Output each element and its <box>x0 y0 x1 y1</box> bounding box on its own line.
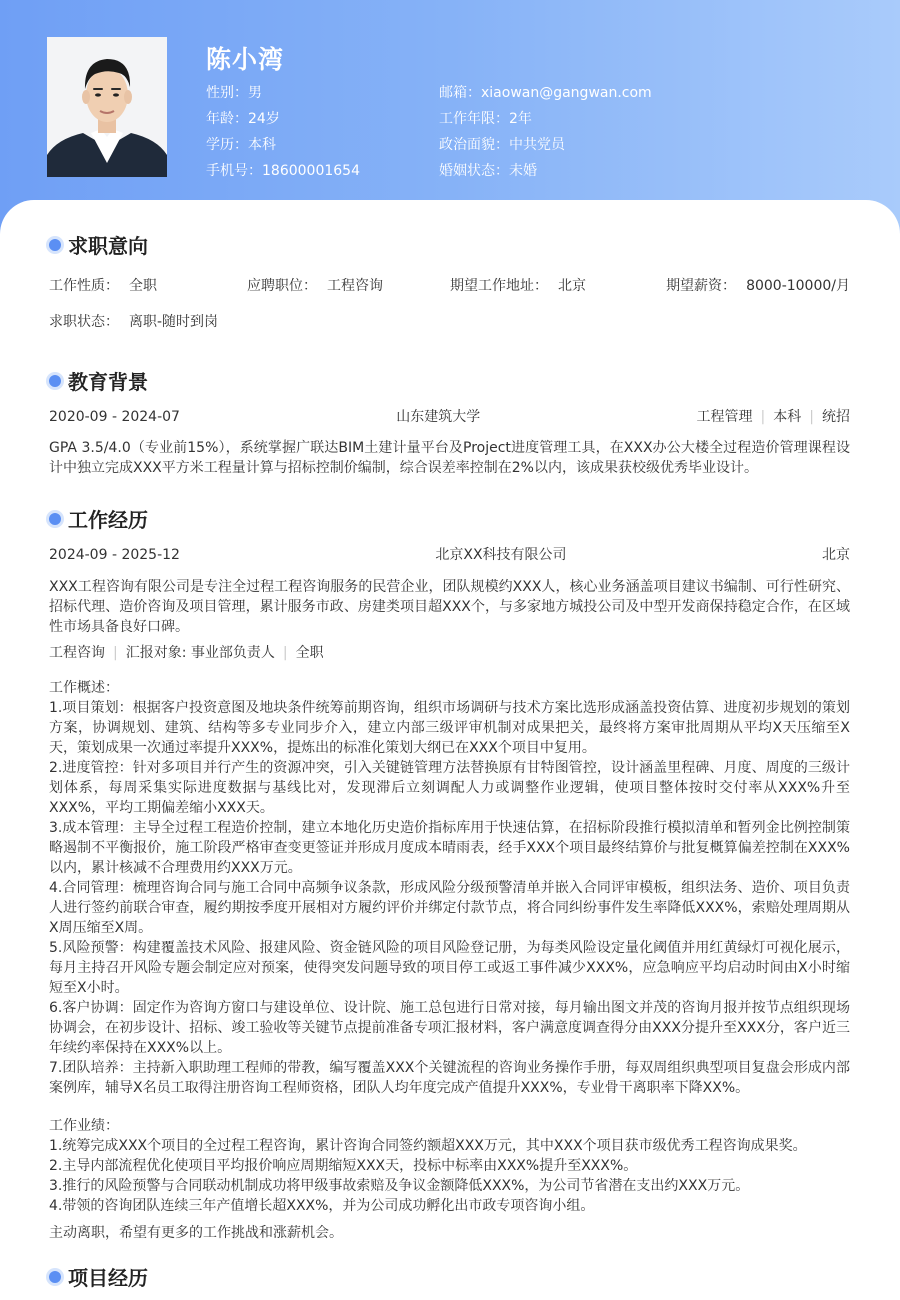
work-years: 工作年限：2年 <box>439 111 532 127</box>
section-title-project: 项目经历 <box>49 1262 148 1291</box>
bullet-dot-icon <box>49 239 61 251</box>
bullet-dot-icon <box>49 375 61 387</box>
education-meta: 工程管理 | 本科 | 统招 <box>696 409 850 425</box>
intent-position: 应聘职位： 工程咨询 <box>247 278 383 294</box>
achievement-item: 1.统筹完成XXX个项目的全过程工程咨询，累计咨询合同签约额超XXX万元，其中XXX个项目获市级优秀工程咨询成果奖。 <box>49 1138 807 1154</box>
phone: 手机号：18600001654 <box>206 163 360 179</box>
education-description: GPA 3.5/4.0（专业前15%），系统掌握广联达BIM土建计量平台及Project进度管理工具，在XXX办公大楼全过程造价管理课程设计中独立完成XXX平方米工程量计算与招标控制价编制，综合误差率控制在2%以内，该成果获校级优秀毕业设计。 <box>49 440 850 476</box>
leave-reason: 主动离职，希望有更多的工作挑战和涨薪机会。 <box>49 1225 343 1241</box>
profile-photo <box>47 37 167 177</box>
work-header <box>49 545 850 565</box>
intent-type: 工作性质： 全职 <box>49 278 157 294</box>
intent-location: 期望工作地址： 北京 <box>450 278 586 294</box>
duty-item: 7.团队培养：主持新入职助理工程师的带教，编写覆盖XXX个关键流程的咨询业务操作手册，每双周组织典型项目复盘会形成内部案例库，辅导X名员工取得注册咨询工程师资格，团队人均年度完成产值提升XXX%，专业骨干离职率下降XX%。 <box>49 1060 850 1096</box>
intent-status: 求职状态： 离职-随时到岗 <box>49 314 219 330</box>
section-title-work: 工作经历 <box>49 504 148 533</box>
work-period: 2024-09 - 2025-12 <box>49 547 180 563</box>
candidate-name: 陈小湾 <box>206 45 285 74</box>
company-description: XXX工程咨询有限公司是专注全过程工程咨询服务的民营企业，团队规模约XXX人，核心业务涵盖项目建议书编制、可行性研究、招标代理、造价咨询及项目管理，累计服务市政、房建类项目超XXX个，与多家地方城投公司及中型开发商保持稳定合作，在区域性市场具备良好口碑。 <box>49 579 850 635</box>
duty-item: 5.风险预警：构建覆盖技术风险、报建风险、资金链风险的项目风险登记册，为每类风险设定量化阈值并用红黄绿灯可视化展示，每月主持召开风险专题会制定应对预案，使得突发问题导致的项目停工或返工事件减少XXX%，应急响应平均启动时间由X小时缩短至X小时。 <box>49 940 850 996</box>
age: 年龄：24岁 <box>206 111 280 127</box>
education-level: 学历：本科 <box>206 137 276 153</box>
duty-item: 6.客户协调：固定作为咨询方窗口与建设单位、设计院、施工总包进行日常对接，每月输出图文并茂的咨询月报并按节点组织现场协调会，在初步设计、招标、竣工验收等关键节点提前准备专项汇报材料，客户满意度调查得分由XXX分提升至XXX分，客户近三年续约率保持在XXX%以上。 <box>49 1000 850 1056</box>
gender: 性别：男 <box>206 85 262 101</box>
email: 邮箱：xiaowan@gangwan.com <box>439 85 652 101</box>
bullet-dot-icon <box>49 1271 61 1283</box>
marital-status: 婚姻状态：未婚 <box>439 163 537 179</box>
intent-salary: 期望薪资： 8000-10000/月 <box>666 278 850 294</box>
political-status: 政治面貌：中共党员 <box>439 137 565 153</box>
duty-item: 4.合同管理：梳理咨询合同与施工合同中高频争议条款，形成风险分级预警清单并嵌入合同评审模板，组织法务、造价、项目负责人进行签约前联合审查，履约期按季度开展相对方履约评价并绑定付款节点，将合同纠纷事件发生率降低XXX%，索赔处理周期从X周压缩至X周。 <box>49 880 850 936</box>
education-header <box>49 407 850 427</box>
education-period: 2020-09 - 2024-07 <box>49 409 180 425</box>
bullet-dot-icon <box>49 513 61 525</box>
achievement-item: 4.带领的咨询团队连续三年产值增长超XXX%，并为公司成功孵化出市政专项咨询小组。 <box>49 1198 595 1214</box>
achievement-item: 3.推行的风险预警与合同联动机制成功将甲级事故索赔及争议金额降低XXX%，为公司节省潜在支出约XXX万元。 <box>49 1178 750 1194</box>
section-title-education: 教育背景 <box>49 366 148 395</box>
achievement-item: 2.主导内部流程优化使项目平均报价响应周期缩短XXX天，投标中标率由XXX%提升至XXX%。 <box>49 1158 638 1174</box>
duty-item: 3.成本管理：主导全过程工程造价控制，建立本地化历史造价指标库用于快速估算，在招标阶段推行模拟清单和暂列金比例控制策略遏制不平衡报价，施工阶段严格审查变更签证并形成月度成本晴雨表，经手XXX个项目最终结算价与批复概算偏差控制在XXX%以内，累计核减不合理费用约XXX万元。 <box>49 820 850 876</box>
work-overview <box>49 678 850 1098</box>
duty-item: 2.进度管控：针对多项目并行产生的资源冲突，引入关键链管理方法替换原有甘特图管控，设计涵盖里程碑、月度、周度的三级计划体系，每周采集实际进度数据与基线比对，发现滞后立刻调配人力或调整作业逻辑，使项目整体按时交付率从XXX%升至XXX%，平均工期偏差缩小XXX天。 <box>49 760 850 816</box>
basic-info <box>206 83 806 181</box>
section-title-intent: 求职意向 <box>49 230 148 259</box>
company-name: 北京XX科技有限公司 <box>435 547 567 563</box>
work-achievements <box>49 1116 850 1216</box>
avatar-portrait-icon <box>47 37 167 177</box>
work-city: 北京 <box>821 547 850 563</box>
work-tags: 工程咨询 | 汇报对象: 事业部负责人 | 全职 <box>49 645 324 661</box>
school-name: 山东建筑大学 <box>396 409 481 425</box>
duty-item: 1.项目策划：根据客户投资意图及地块条件统筹前期咨询，组织市场调研与技术方案比选形成涵盖投资估算、进度初步规划的策划方案，协调规划、建筑、结构等多专业同步介入，建立内部三级评审机制对成果把关，最终将方案审批周期从平均X天压缩至X天，策划成果一次通过率提升XXX%，提炼出的标准化策划大纲已在XXX个项目中复用。 <box>49 700 850 756</box>
overview-label: 工作概述： <box>49 680 119 696</box>
achievement-label: 工作业绩： <box>49 1118 119 1134</box>
